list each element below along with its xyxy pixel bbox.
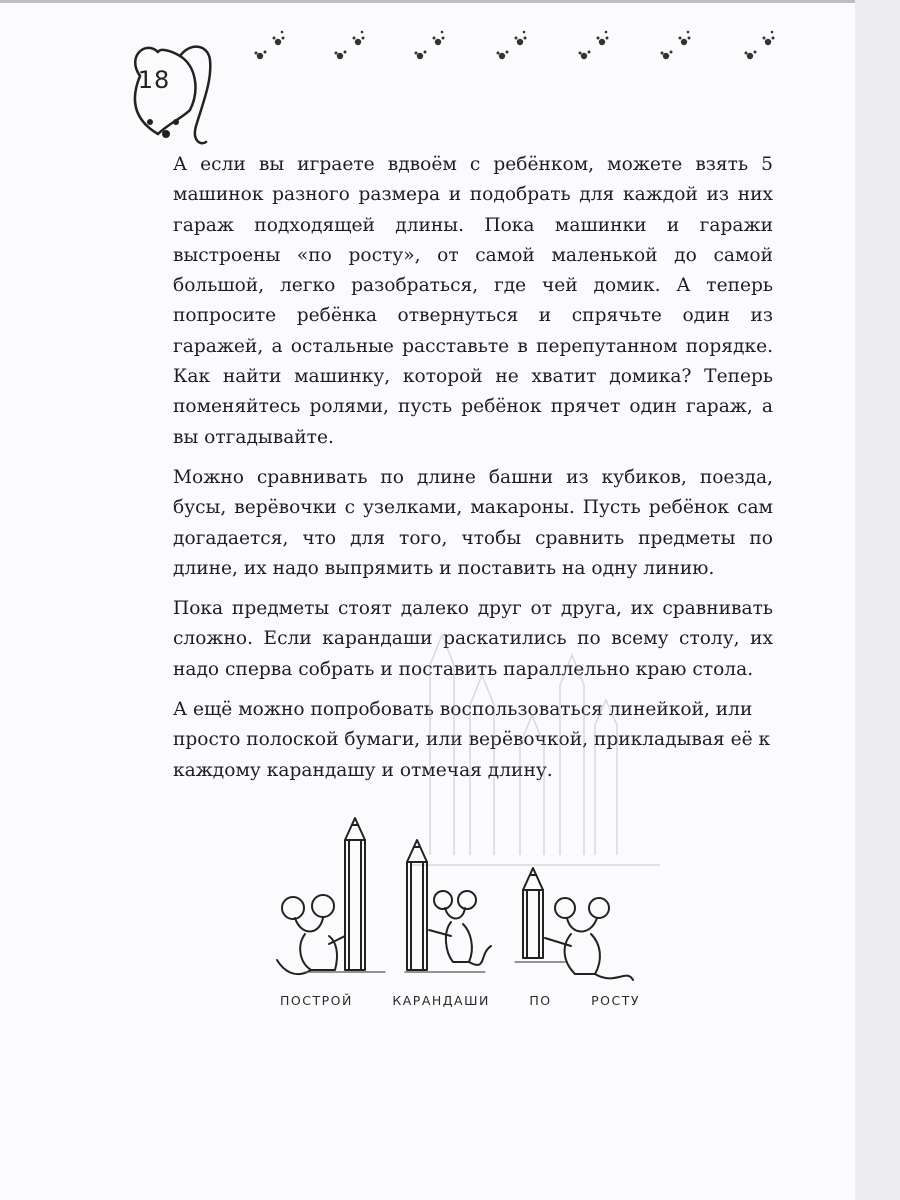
pencil-icon [345, 818, 365, 970]
pawprint-icon [579, 31, 609, 60]
pawprints-decoration [250, 24, 810, 74]
paragraph: Можно сравнивать по длине башни из кубиков, поезда, бусы, верёвочки с узелками, макароны. Пусть ребёнок сам догадается, что для того, чтобы сравнить предметы по длине, их надо выпрямить и поставить на одну линию. [173, 466, 773, 579]
pawprint-icon [335, 31, 365, 60]
paragraph: А если вы играете вдвоём с ребёнком, можете взять 5 машинок разного размера и подобрать для каждой из них гараж подходящей длины. Пока машинки и гаражи выстроены «по росту», от самой маленькой до самой большой, легко разобраться, где чей домик. А теперь попросите ребёнка отвернуться и спрячьте один из гаражей, а остальные расставьте в перепутанном порядке. Как найти машинку, которой не хватит домика? Теперь поменяйтесь ролями, пусть ребёнок прячет один гараж, а вы отгадывайте. [173, 154, 773, 448]
pencil-icon [407, 840, 427, 970]
pawprint-icon [255, 31, 285, 60]
pawprint-icon [745, 31, 775, 60]
pawprint-icon [497, 31, 527, 60]
page-number: 18 [137, 66, 171, 94]
caption-word: ПОСТРОЙ [280, 993, 353, 1008]
pawprint-icon [661, 31, 691, 60]
book-spine-edge [855, 0, 900, 1200]
mouse-character-icon [429, 891, 491, 965]
mouse-character-icon [545, 898, 633, 980]
page-edge [0, 0, 855, 3]
illustration-caption [280, 993, 640, 1008]
paragraph: А ещё можно попробовать воспользоваться линейкой, или просто полоской бумаги, или верёвочкой, прикладывая её к каждому карандашу и отмечая длину. [173, 699, 771, 781]
mouse-character-icon [277, 895, 345, 974]
pawprint-icon [415, 31, 445, 60]
caption-word: РОСТУ [591, 993, 640, 1008]
caption-word: ПО [529, 993, 552, 1008]
caption-word: КАРАНДАШИ [392, 993, 490, 1008]
paragraph: Пока предметы стоят далеко друг от друга, их сравнивать сложно. Если карандаши раскатились по всему столу, их надо сперва собрать и поставить параллельно краю стола. [173, 598, 773, 680]
pencil-icon [523, 868, 543, 958]
